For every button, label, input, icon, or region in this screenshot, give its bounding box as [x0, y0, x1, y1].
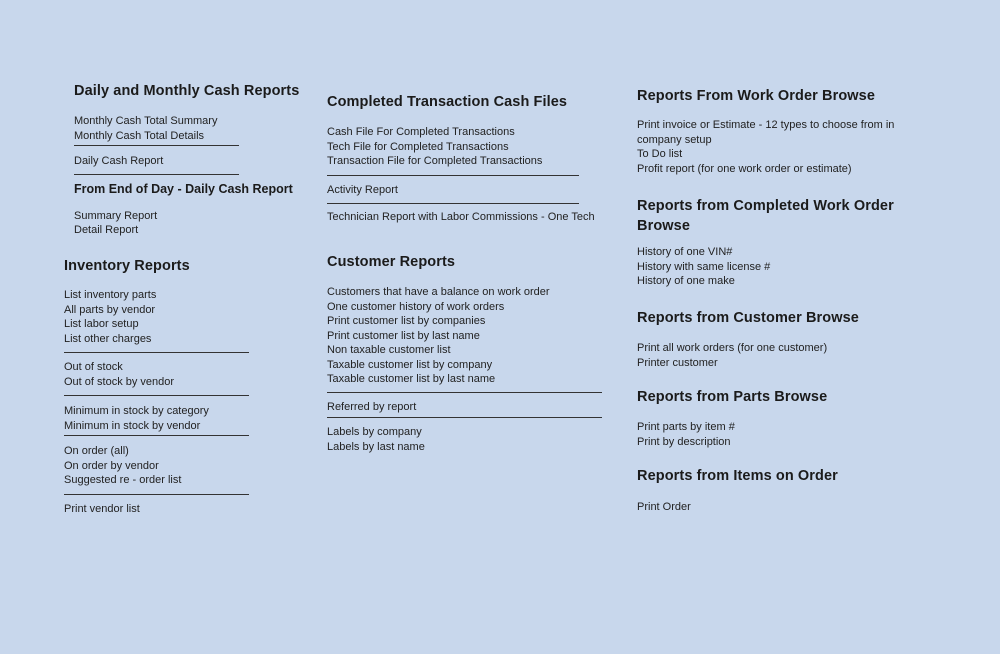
cash-reports-section [74, 83, 319, 238]
completed-transaction-title: Completed Transaction Cash Files [327, 94, 568, 110]
customer-browse-title: Reports from Customer Browse [637, 310, 859, 326]
report-item[interactable]: Out of stock [64, 361, 123, 373]
report-item[interactable]: Labels by last name [327, 440, 425, 453]
report-item[interactable]: Minimum in stock by category [64, 405, 209, 417]
parts-browse-section [637, 389, 937, 449]
divider [64, 435, 249, 436]
report-item[interactable]: Suggested re - order list [64, 474, 182, 486]
report-item[interactable]: On order (all) [64, 445, 129, 457]
divider [327, 203, 579, 204]
report-item[interactable]: Labels by company [327, 426, 422, 438]
report-item[interactable]: Daily Cash Report [74, 155, 164, 167]
report-item[interactable]: Monthly Cash Total Summary [74, 115, 218, 127]
report-item[interactable]: History with same license # [637, 260, 771, 273]
report-item[interactable]: History of one VIN# [637, 246, 733, 258]
parts-browse-title: Reports from Parts Browse [637, 389, 828, 405]
report-item[interactable]: List other charges [64, 332, 152, 345]
report-item[interactable]: Print invoice or Estimate - 12 types to choose from in company setup [637, 119, 895, 146]
divider [327, 175, 579, 176]
report-item[interactable]: On order by vendor [64, 459, 159, 472]
divider [64, 494, 249, 495]
report-item[interactable]: History of one make [637, 275, 735, 287]
report-item[interactable]: Print customer list by last name [327, 329, 480, 342]
report-item[interactable]: Print by description [637, 435, 731, 448]
report-item[interactable]: Transaction File for Completed Transactions [327, 155, 543, 167]
report-item[interactable]: Print customer list by companies [327, 315, 486, 327]
completed-wo-browse-title: Reports from Completed Work Order Browse [637, 198, 894, 234]
report-item[interactable]: Print all work orders (for one customer) [637, 342, 828, 354]
report-item[interactable]: Taxable customer list by last name [327, 373, 496, 385]
report-item[interactable]: Monthly Cash Total Details [74, 129, 205, 142]
report-item[interactable]: List inventory parts [64, 289, 157, 301]
divider [64, 395, 249, 396]
customer-reports-title: Customer Reports [327, 254, 456, 270]
divider [74, 145, 239, 146]
eod-cash-title: From End of Day - Daily Cash Report [74, 181, 293, 196]
report-item[interactable]: Referred by report [327, 400, 417, 413]
report-item[interactable]: Out of stock by vendor [64, 375, 175, 388]
customer-browse-section [637, 310, 937, 370]
report-item[interactable]: To Do list [637, 148, 683, 160]
report-item[interactable]: Detail Report [74, 224, 139, 236]
report-item[interactable]: Technician Report with Labor Commissions - One Tech [327, 211, 595, 223]
inventory-reports-title: Inventory Reports [64, 258, 190, 274]
report-item[interactable]: Print Order [637, 501, 691, 513]
report-item[interactable]: Cash File For Completed Transactions [327, 126, 515, 138]
report-item[interactable]: Customers that have a balance on work order [327, 286, 550, 298]
report-item[interactable]: Print vendor list [64, 502, 140, 515]
items-on-order-section [637, 468, 937, 515]
report-item[interactable]: Print parts by item # [637, 421, 735, 433]
cash-reports-title: Daily and Monthly Cash Reports [74, 83, 300, 99]
divider [327, 417, 602, 418]
report-item[interactable]: Printer customer [637, 356, 718, 369]
divider [64, 352, 249, 353]
report-item[interactable]: Tech File for Completed Transactions [327, 140, 509, 153]
work-order-browse-section [637, 88, 937, 176]
work-order-browse-title: Reports From Work Order Browse [637, 88, 876, 104]
report-item[interactable]: List labor setup [64, 318, 139, 330]
inventory-reports-section [64, 258, 299, 516]
completed-transaction-section [327, 94, 632, 225]
customer-reports-section [327, 254, 617, 454]
report-item[interactable]: One customer history of work orders [327, 300, 505, 313]
divider [74, 174, 239, 175]
report-item[interactable]: Minimum in stock by vendor [64, 419, 201, 432]
report-item[interactable]: Non taxable customer list [327, 344, 451, 356]
report-item[interactable]: Taxable customer list by company [327, 358, 493, 371]
report-item[interactable]: All parts by vendor [64, 303, 156, 316]
report-item[interactable]: Profit report (for one work order or estimate) [637, 162, 852, 175]
items-on-order-title: Reports from Items on Order [637, 468, 838, 484]
report-item[interactable]: Summary Report [74, 209, 158, 222]
report-item[interactable]: Activity Report [327, 183, 398, 196]
divider [327, 392, 602, 393]
completed-wo-browse-section [637, 196, 937, 289]
